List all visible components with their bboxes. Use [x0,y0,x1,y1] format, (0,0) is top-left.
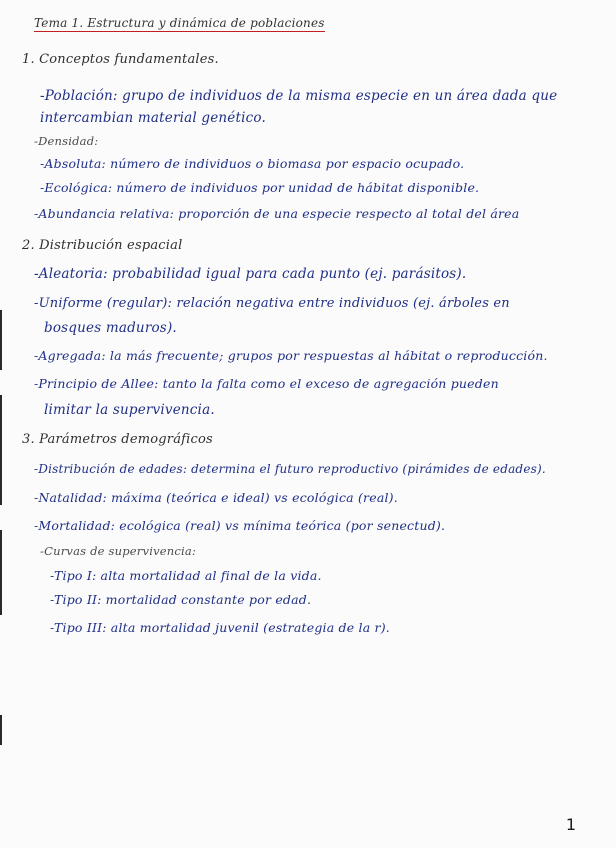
binding-mark [0,310,2,370]
note-line: -Curvas de supervivencia: [40,544,197,558]
binding-mark [0,530,2,615]
binding-mark [0,395,2,505]
note-line: -Tipo III: alta mortalidad juvenil (estrategia de la r). [50,620,390,635]
note-line: -Tipo II: mortalidad constante por edad. [50,592,312,607]
section-heading-1: 1. Conceptos fundamentales. [22,52,219,67]
note-line: -Tipo I: alta mortalidad al final de la vida. [50,568,322,583]
note-line: -Distribución de edades: determina el futuro reproductivo (pirámides de edades). [34,462,546,476]
note-line: -Abundancia relativa: proporción de una especie respecto al total del área [34,206,520,221]
section-heading-2: 2. Distribución espacial [22,238,183,253]
note-line: -Aleatoria: probabilidad igual para cada punto (ej. parásitos). [34,266,467,282]
note-line: -Población: grupo de individuos de la misma especie en un área dada que [40,88,558,104]
page-title [34,16,325,30]
note-line: -Absoluta: número de individuos o biomasa por espacio ocupado. [40,156,465,171]
note-line: -Agregada: la más frecuente; grupos por respuestas al hábitat o reproducción. [34,348,548,363]
page-number: 1 [565,815,576,834]
note-line: bosques maduros). [44,320,177,336]
note-line: -Mortalidad: ecológica (real) vs mínima teórica (por senectud). [34,518,446,533]
note-line: intercambian material genético. [40,110,266,126]
note-line: -Natalidad: máxima (teórica e ideal) vs ecológica (real). [34,490,398,505]
binding-mark [0,715,2,745]
note-line: -Principio de Allee: tanto la falta como el exceso de agregación pueden [34,376,499,391]
section-heading-3: 3. Parámetros demográficos [22,432,213,447]
note-line: -Densidad: [34,134,99,148]
page-title-text: Tema 1. Estructura y dinámica de poblaciones [34,16,325,30]
note-line: -Uniforme (regular): relación negativa entre individuos (ej. árboles en [34,296,510,311]
note-line: limitar la supervivencia. [44,402,215,418]
note-line: -Ecológica: número de individuos por unidad de hábitat disponible. [40,180,480,195]
